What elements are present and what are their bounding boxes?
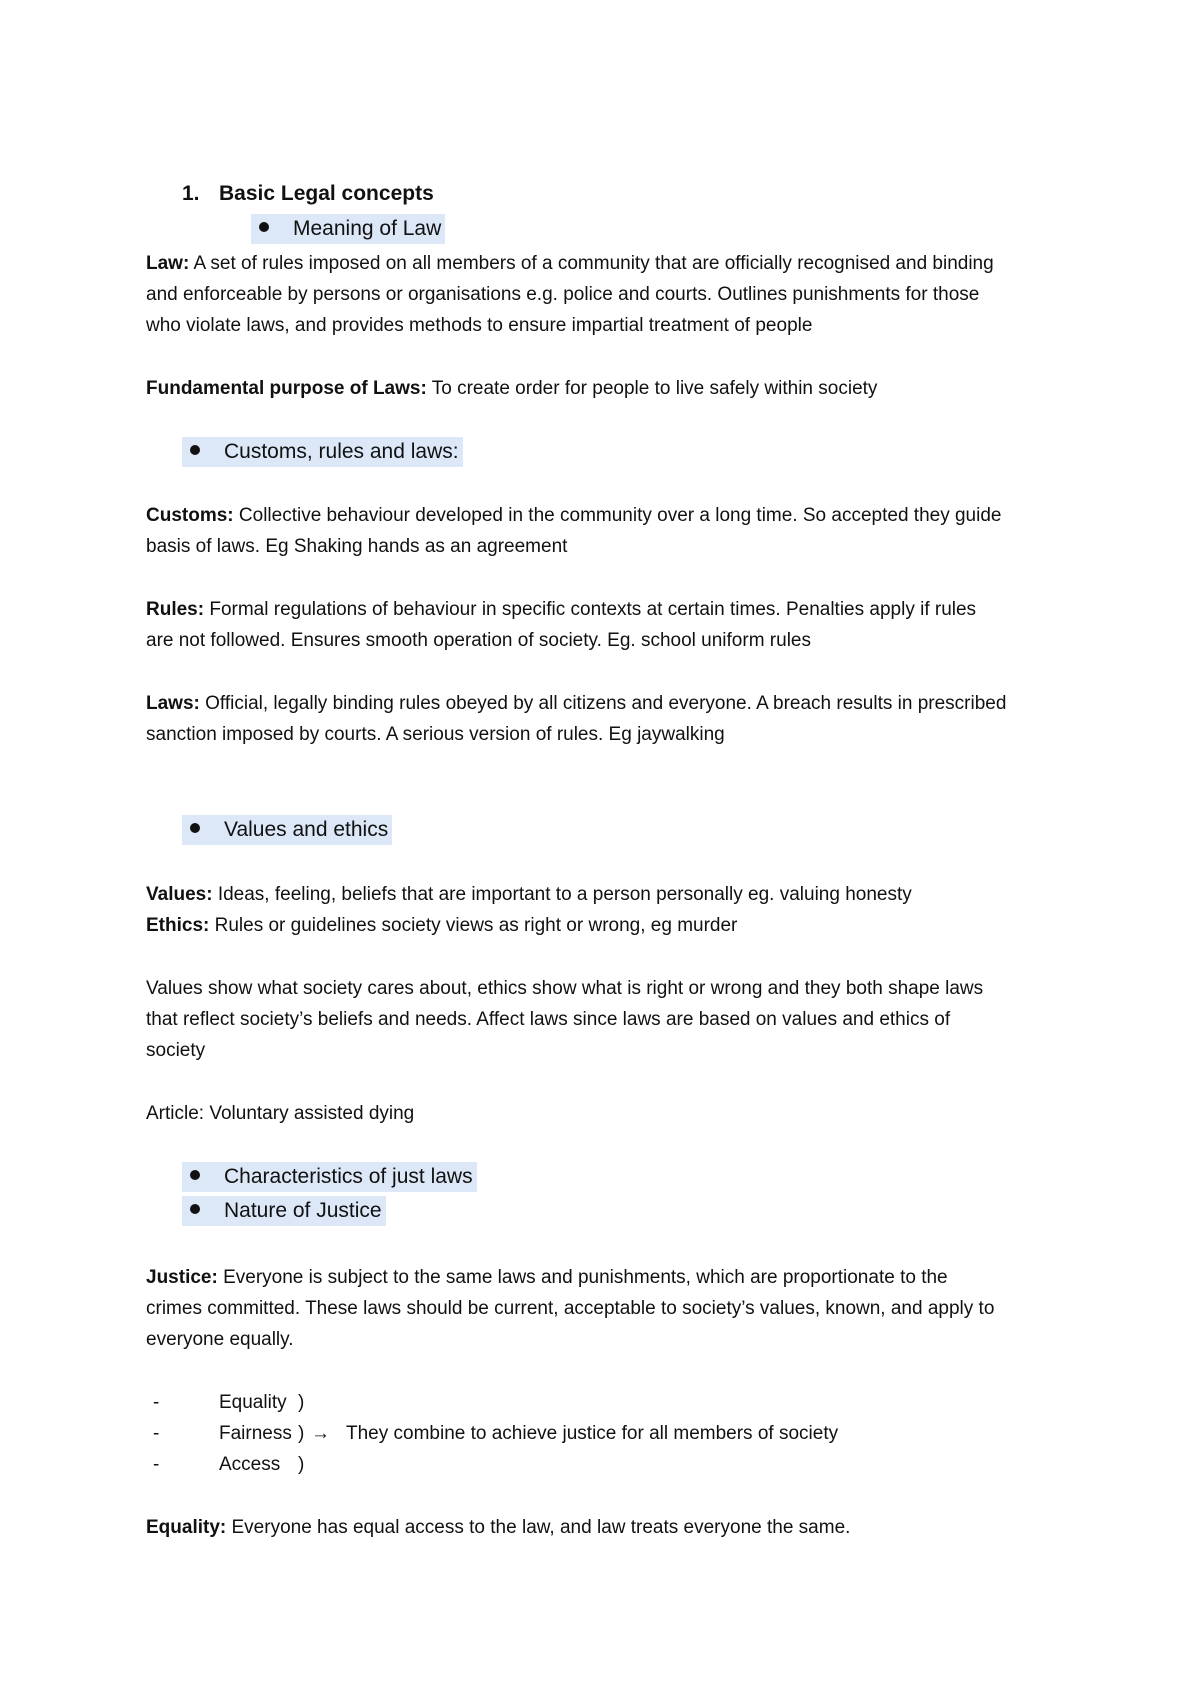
list-dash: -: [153, 1392, 160, 1413]
list-bracket: ): [298, 1454, 305, 1475]
rules-line-1: Rules: Formal regulations of behaviour in specific contexts at certain times. Penalties apply if rules: [146, 599, 977, 620]
list-dash: -: [153, 1423, 160, 1444]
list-item-fairness: Fairness: [219, 1423, 292, 1444]
term-customs: Customs:: [146, 505, 234, 526]
bullet-icon: [190, 1204, 200, 1214]
rules-line-2: are not followed. Ensures smooth operation of society. Eg. school uniform rules: [146, 630, 811, 651]
values-para-line-1: Values show what society cares about, ethics show what is right or wrong and they both shape laws: [146, 978, 984, 999]
term-rules: Rules:: [146, 599, 205, 620]
combine-text: They combine to achieve justice for all members of society: [346, 1423, 839, 1444]
bullet-label: Values and ethics: [224, 818, 389, 841]
law-definition-line-1: Law: A set of rules imposed on all members of a community that are officially recognised and binding: [146, 253, 994, 274]
ethics-line: Ethics: Rules or guidelines society views as right or wrong, eg murder: [146, 915, 738, 936]
justice-line-1: Justice: Everyone is subject to the same laws and punishments, which are proportionate to the: [146, 1267, 948, 1288]
purpose-line: Fundamental purpose of Laws: To create order for people to live safely within society: [146, 378, 878, 399]
term-justice: Justice:: [146, 1267, 218, 1288]
term-values: Values:: [146, 884, 213, 905]
law-definition-line-3: who violate laws, and provides methods to ensure impartial treatment of people: [146, 315, 813, 336]
justice-line-2: crimes committed. These laws should be current, acceptable to society’s values, known, and apply to: [146, 1298, 995, 1319]
laws-line-2: sanction imposed by courts. A serious version of rules. Eg jaywalking: [146, 724, 725, 745]
values-para-line-2: that reflect society’s beliefs and needs. Affect laws since laws are based on values and ethics of: [146, 1009, 951, 1030]
list-bracket: ): [298, 1392, 305, 1413]
laws-line-1: Laws: Official, legally binding rules obeyed by all citizens and everyone. A breach results in prescribed: [146, 693, 1007, 714]
customs-line-2: basis of laws. Eg Shaking hands as an agreement: [146, 536, 568, 557]
term-laws: Laws:: [146, 693, 200, 714]
list-bracket: ): [298, 1423, 305, 1444]
bullet-icon: [259, 222, 269, 232]
bullet-label: Nature of Justice: [224, 1199, 382, 1222]
bullet-label: Meaning of Law: [293, 217, 442, 240]
heading-number: 1.: [182, 182, 200, 205]
bullet-icon: [190, 1170, 200, 1180]
list-item-equality: Equality: [219, 1392, 287, 1413]
customs-line-1: Customs: Collective behaviour developed in the community over a long time. So accepted they guide: [146, 505, 1002, 526]
bullet-characteristics-just-laws: [182, 1162, 477, 1192]
bullet-label: Characteristics of just laws: [224, 1165, 473, 1188]
values-line: Values: Ideas, feeling, beliefs that are important to a person personally eg. valuing honesty: [146, 884, 912, 905]
bullet-icon: [190, 823, 200, 833]
article-line: Article: Voluntary assisted dying: [146, 1103, 415, 1124]
list-dash: -: [153, 1454, 160, 1475]
bullet-icon: [190, 445, 200, 455]
term-purpose: Fundamental purpose of Laws:: [146, 378, 427, 399]
bullet-meaning-of-law: [251, 214, 445, 244]
equality-line: Equality: Everyone has equal access to the law, and law treats everyone the same.: [146, 1517, 851, 1538]
bullet-values-ethics: [182, 815, 392, 845]
arrow-icon: →: [311, 1423, 330, 1444]
term-equality: Equality:: [146, 1517, 227, 1538]
heading-title: Basic Legal concepts: [219, 182, 434, 205]
list-item-access: Access: [219, 1454, 281, 1475]
justice-line-3: everyone equally.: [146, 1329, 294, 1350]
law-definition-line-2: and enforceable by persons or organisations e.g. police and courts. Outlines punishments for those: [146, 284, 980, 305]
values-para-line-3: society: [146, 1040, 206, 1061]
bullet-label: Customs, rules and laws:: [224, 440, 459, 463]
bullet-customs-rules-laws: [182, 437, 463, 467]
term-law: Law:: [146, 253, 190, 274]
term-ethics: Ethics:: [146, 915, 210, 936]
bullet-nature-of-justice: [182, 1196, 386, 1226]
